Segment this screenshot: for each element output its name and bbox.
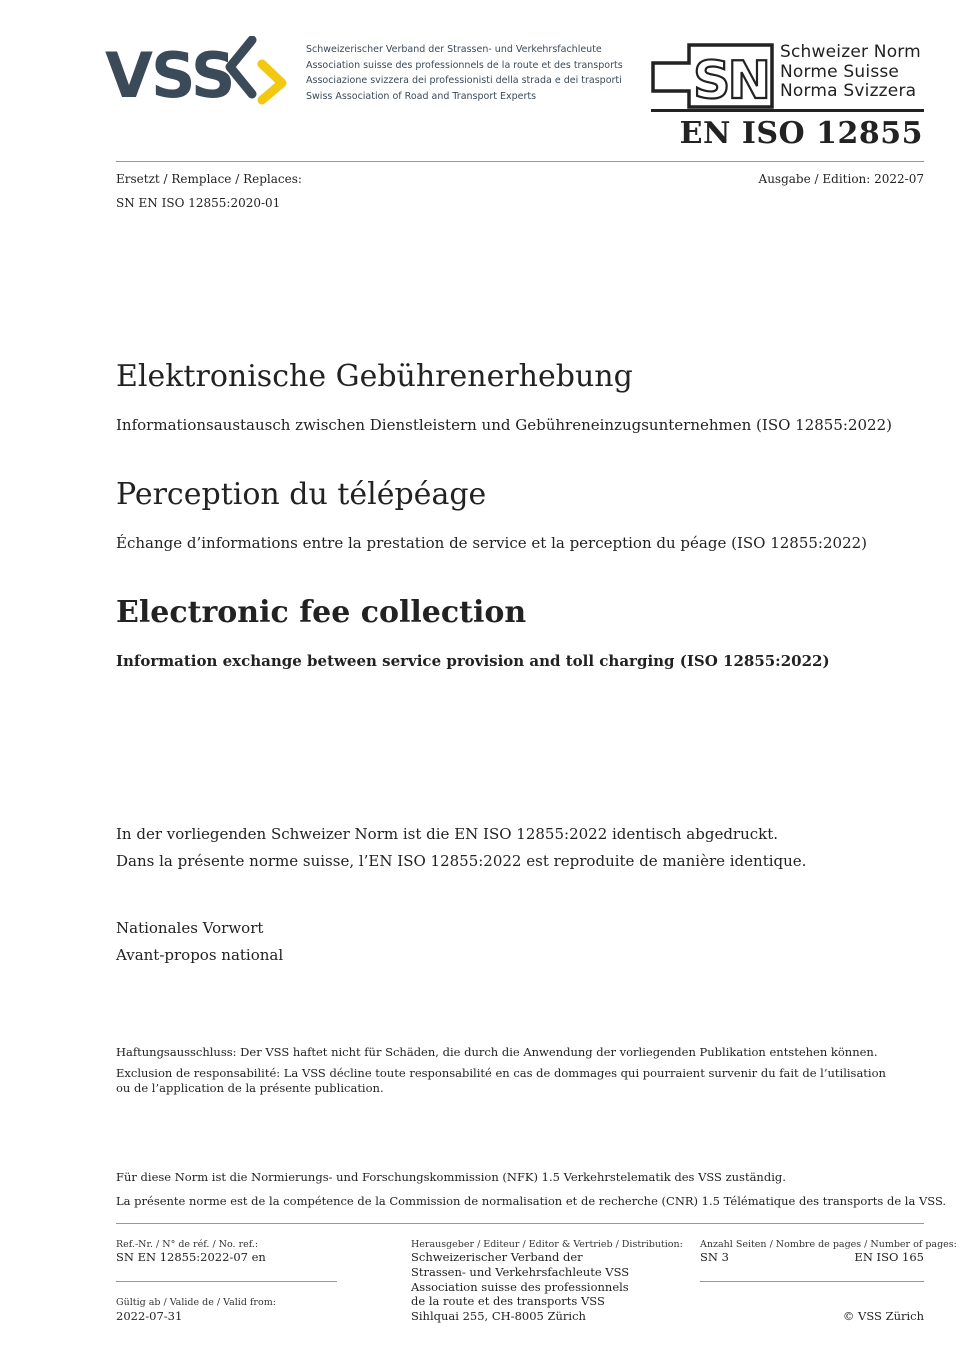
publisher-line: Association suisse des professionnels — [411, 1279, 629, 1294]
publisher-line: Strassen- und Verkehrsfachleute VSS — [411, 1264, 630, 1279]
ref-divider — [116, 1281, 337, 1282]
standard-number: EN ISO 12855 — [679, 116, 923, 151]
replaces-label: Ersetzt / Remplace / Replaces: — [116, 172, 302, 186]
committee-de: Für diese Norm ist die Normierungs- und Forschungskommission (NFK) 1.5 Verkehrstelematik des VSS zuständig. — [116, 1170, 786, 1184]
disclaimer-fr-line2: ou de l’application de la présente publication. — [116, 1081, 384, 1095]
subtitle-de: Informationsaustausch zwischen Dienstleistern und Gebühreneinzugsunternehmen (ISO 12855:2022) — [116, 416, 892, 434]
pages-label: Anzahl Seiten / Nombre de pages / Number of pages: — [700, 1239, 957, 1250]
sn-name-fr: Norme Suisse — [780, 61, 900, 82]
sn-underline — [651, 109, 924, 112]
sn-name-it: Norma Svizzera — [780, 81, 917, 101]
vss-line-it: Associazione svizzera dei professionisti della strada e dei trasporti — [306, 75, 622, 87]
valid-value: 2022-07-31 — [116, 1309, 183, 1323]
publisher-address — [411, 1250, 629, 1324]
foreword-fr: Avant-propos national — [116, 946, 284, 964]
copyright: © VSS Zürich — [842, 1309, 924, 1323]
publisher-line: de la route et des transports VSS — [411, 1294, 605, 1309]
vss-line-de: Schweizerischer Verband der Strassen- und Verkehrsfachleute — [306, 44, 602, 55]
foreword-de: Nationales Vorwort — [116, 919, 264, 937]
identical-note-de: In der vorliegenden Schweizer Norm ist die EN ISO 12855:2022 identisch abgedruckt. — [116, 825, 779, 843]
vss-line-fr: Association suisse des professionnels de la route et des transports — [306, 59, 623, 71]
sn-name-de: Schweizer Norm — [780, 42, 921, 62]
valid-label: Gültig ab / Valide de / Valid from: — [116, 1297, 276, 1308]
pages-sn: SN 3 — [700, 1250, 729, 1264]
edition: Ausgabe / Edition: 2022-07 — [758, 172, 924, 186]
sn-logo — [651, 43, 776, 109]
title-en: Electronic fee collection — [116, 595, 527, 630]
vss-line-en: Swiss Association of Road and Transport Experts — [306, 90, 537, 102]
pages-divider — [700, 1281, 924, 1282]
footer-divider — [116, 1223, 924, 1224]
vss-arrow-yellow-icon — [262, 64, 282, 100]
title-de: Elektronische Gebührenerhebung — [116, 359, 633, 394]
replaces-value: SN EN ISO 12855:2020-01 — [116, 196, 281, 210]
sn-logo-letters: SN — [693, 51, 768, 109]
subtitle-en: Information exchange between service provision and toll charging (ISO 12855:2022) — [116, 652, 830, 670]
disclaimer-fr-line1: Exclusion de responsabilité: La VSS décline toute responsabilité en cas de dommages qui pourraient survenir du fait de l’utilisation — [116, 1066, 886, 1080]
sn-names — [780, 43, 921, 102]
vss-association-names — [306, 42, 623, 104]
identical-note-fr: Dans la présente norme suisse, l’EN ISO 12855:2022 est reproduite de manière identique. — [116, 852, 807, 870]
subtitle-fr: Échange d’informations entre la prestation de service et la perception du péage (ISO 12855:2022) — [116, 534, 868, 552]
publisher-line: Sihlquai 255, CH-8005 Zürich — [411, 1309, 586, 1324]
ref-value: SN EN 12855:2022-07 en — [116, 1250, 266, 1264]
ref-label: Ref.-Nr. / N° de réf. / No. ref.: — [116, 1239, 259, 1250]
title-fr: Perception du télépéage — [116, 477, 487, 512]
header-divider — [116, 161, 924, 162]
committee-fr: La présente norme est de la compétence de la Commission de normalisation et de recherche (CNR) 1.5 Télématique des transports de la VSS. — [116, 1194, 947, 1208]
disclaimer-fr — [116, 1066, 886, 1096]
vss-logo-text: VSS — [105, 39, 234, 106]
publisher-label: Herausgeber / Editeur / Editor & Vertrieb / Distribution: — [411, 1239, 683, 1250]
vss-logo — [105, 36, 290, 106]
disclaimer-de: Haftungsausschluss: Der VSS haftet nicht für Schäden, die durch die Anwendung der vorliegenden Publikation entstehen können. — [116, 1045, 878, 1059]
publisher-line: Schweizerischer Verband der — [411, 1250, 583, 1264]
pages-en: EN ISO 165 — [854, 1250, 924, 1264]
